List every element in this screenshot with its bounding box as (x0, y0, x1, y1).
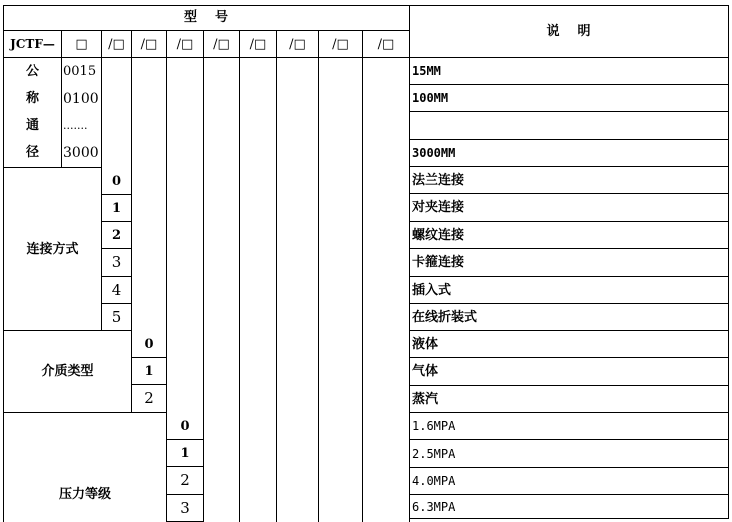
slot-6: /□ (249, 36, 267, 52)
connection-label: 连接方式 (26, 241, 79, 257)
desc-cell: 4.0MPA (412, 474, 456, 488)
desc-cell: 1.6MPA (412, 419, 456, 433)
connection-code: 4 (111, 280, 122, 299)
connection-code: 5 (111, 307, 122, 326)
diameter-code: 3000 (63, 144, 99, 161)
diameter-label-char: 径 (25, 145, 39, 160)
pressure-code: 2 (180, 471, 190, 489)
slot-8: /□ (332, 36, 349, 52)
diameter-code: ....... (63, 119, 88, 132)
table-border-right (728, 5, 729, 519)
desc-cell: 卡箍连接 (412, 255, 465, 270)
diameter-label-char: 通 (25, 118, 39, 133)
desc-cell: 气体 (412, 364, 439, 379)
desc-cell: 2.5MPA (412, 446, 456, 461)
slot-5: /□ (213, 36, 230, 52)
slot-diameter: □ (75, 36, 88, 52)
diameter-code: 0015 (63, 64, 97, 79)
model-title: 型 号 (183, 10, 229, 25)
diameter-label-char: 公 (25, 64, 39, 79)
desc-cell: 法兰连接 (412, 172, 465, 188)
medium-code: 0 (144, 336, 154, 352)
desc-cell: 3000MM (412, 146, 456, 160)
desc-cell: 螺纹连接 (412, 227, 465, 243)
connection-code: 2 (111, 227, 122, 243)
medium-label: 介质类型 (41, 364, 94, 379)
slot-connection: /□ (108, 36, 125, 52)
slot-medium: /□ (140, 36, 158, 52)
medium-code: 2 (144, 389, 154, 407)
diameter-code: 0100 (63, 90, 99, 107)
slot-7: /□ (289, 36, 306, 52)
connection-code: 0 (111, 173, 122, 189)
desc-cell: 插入式 (412, 282, 452, 298)
medium-code: 1 (144, 363, 154, 379)
pressure-code: 1 (180, 445, 190, 461)
desc-cell: 蒸汽 (412, 391, 439, 407)
diameter-label-char: 称 (25, 91, 39, 106)
connection-code: 3 (111, 253, 122, 271)
desc-cell: 液体 (412, 336, 439, 352)
slot-9: /□ (377, 36, 395, 52)
desc-cell: 在线折装式 (412, 309, 478, 325)
desc-cell: 6.3MPA (412, 499, 456, 514)
desc-cell: 对夹连接 (412, 200, 465, 215)
model-code-prefix: JCTF— (10, 37, 55, 51)
slot-pressure: /□ (176, 36, 194, 52)
pressure-label: 压力等级 (58, 486, 111, 502)
pressure-code: 3 (180, 498, 190, 517)
description-title: 说 明 (546, 23, 591, 39)
desc-cell: 15MM (412, 64, 441, 78)
connection-code: 1 (111, 200, 122, 216)
pressure-code: 0 (180, 418, 190, 434)
desc-cell (410, 112, 728, 139)
desc-cell: 100MM (412, 91, 449, 105)
